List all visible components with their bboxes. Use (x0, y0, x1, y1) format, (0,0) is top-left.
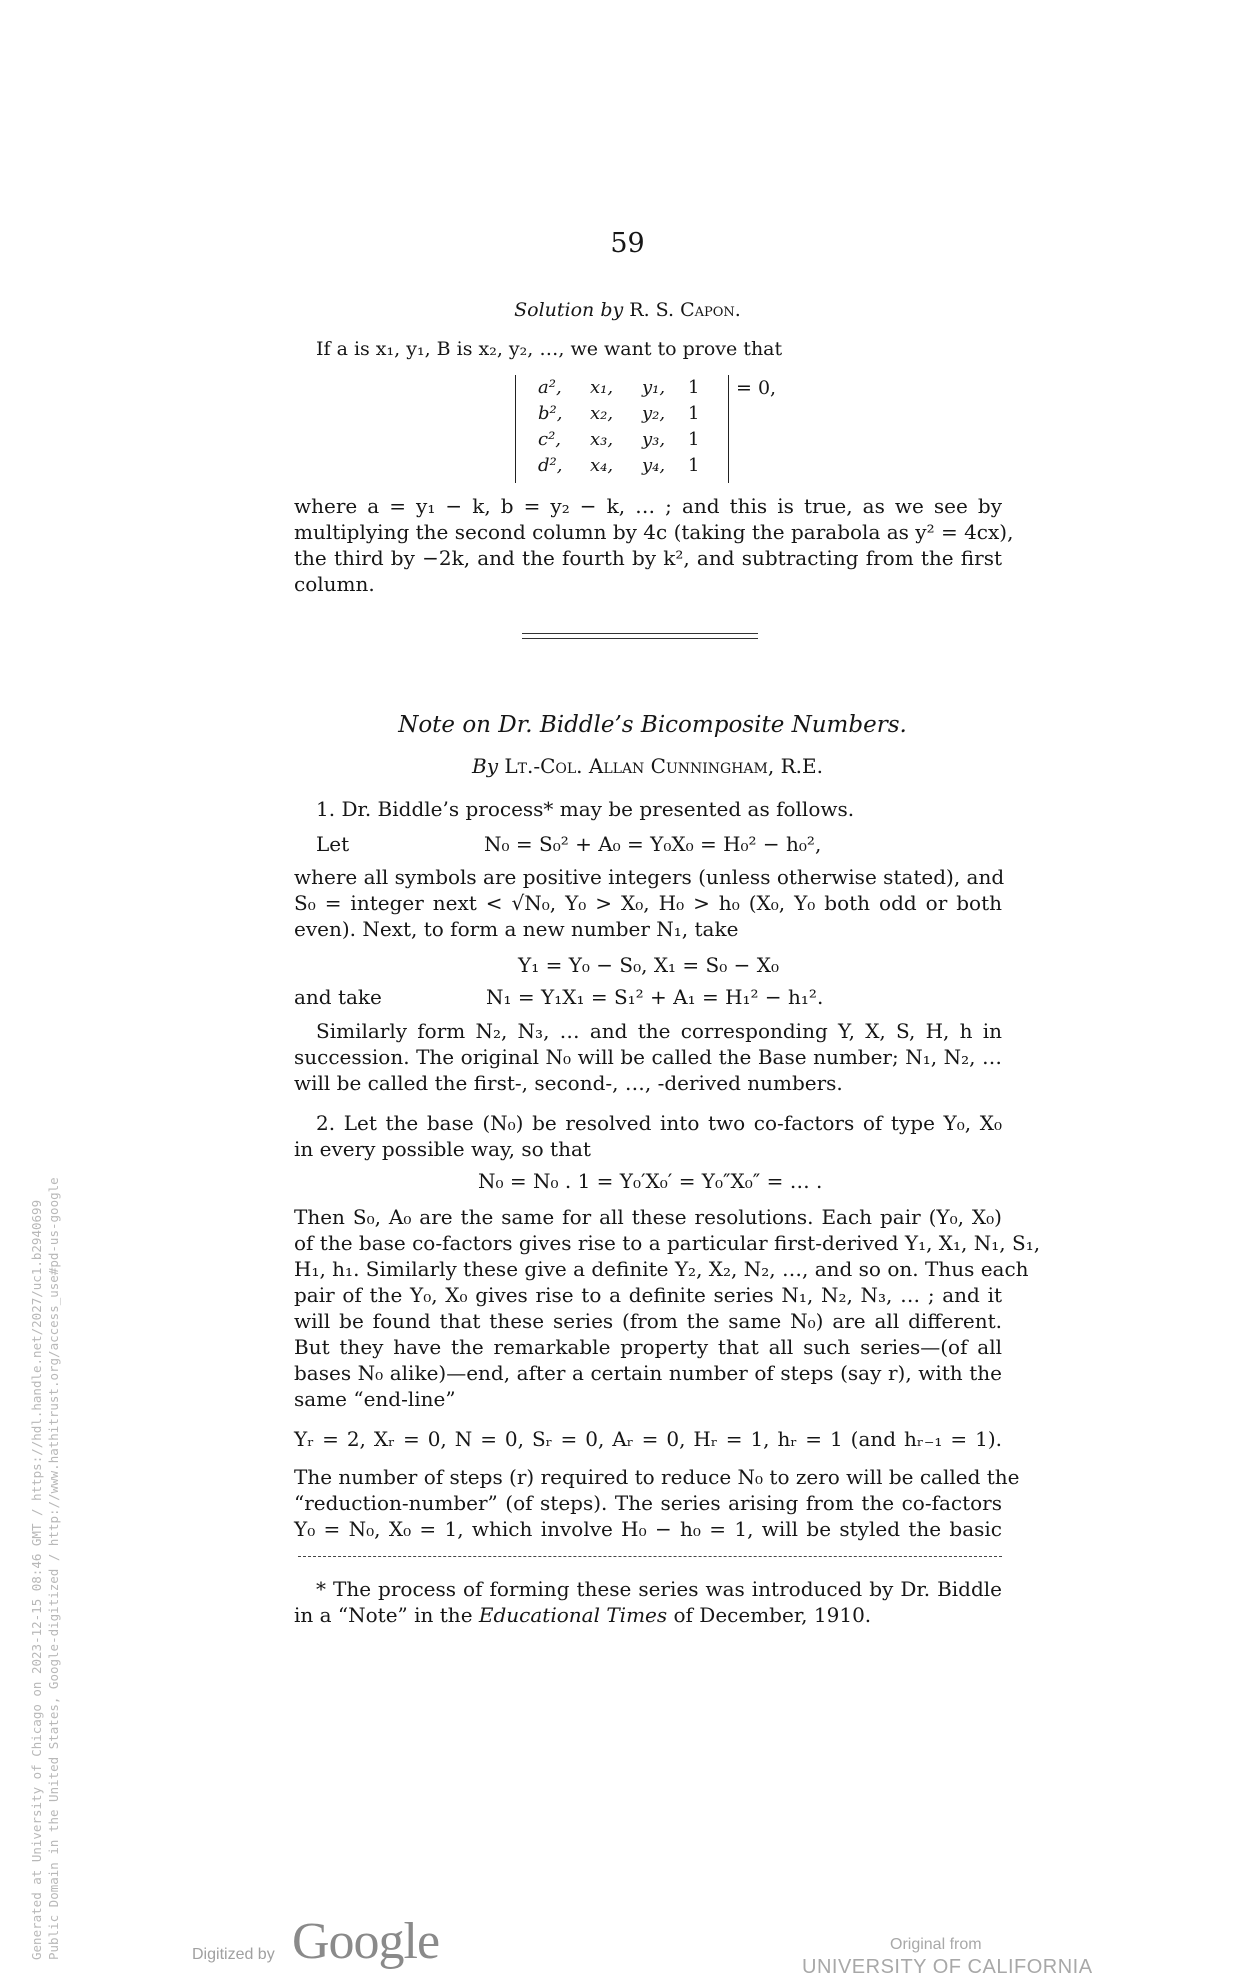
university-label: UNIVERSITY OF CALIFORNIA (802, 1956, 1093, 1978)
equation: N₀ = S₀² + A₀ = Y₀X₀ = H₀² − h₀², (484, 832, 822, 856)
watermark-line: Public Domain in the United States, Google-digitized / http://www.hathitrust.org/access_use#pd-us-google (46, 1177, 61, 1960)
equation: N₁ = Y₁X₁ = S₁² + A₁ = H₁² − h₁². (486, 985, 824, 1009)
solution-para-line: the third by −2k, and the fourth by k², and subtracting from the first (294, 546, 1002, 570)
det-cell: b², (538, 403, 563, 424)
body-line: Y₀ = N₀, X₀ = 1, which involve H₀ − h₀ = 1, will be styled the basic (294, 1517, 1002, 1541)
watermark-line: Generated at University of Chicago on 2023-12-15 08:46 GMT / https://hdl.handle.net/2027/uc1.b2940699 (29, 1199, 44, 1960)
solution-para-line: multiplying the second column by 4c (taking the parabola as y² = 4cx), (294, 520, 1014, 544)
solution-heading (0, 297, 1255, 323)
solution-para-line: where a = y₁ − k, b = y₂ − k, … ; and this is true, as we see by (294, 494, 1002, 518)
determinant (515, 375, 729, 483)
article-by: By (472, 754, 499, 778)
footnote-line: * The process of forming these series was introduced by Dr. Biddle (316, 1577, 1002, 1601)
body-line: of the base co-factors gives rise to a particular first-derived Y₁, X₁, N₁, S₁, (294, 1231, 1041, 1255)
det-cell: 1 (688, 455, 700, 476)
det-cell: x₃, (590, 429, 614, 450)
det-cell: y₄, (642, 455, 666, 476)
body-line: succession. The original N₀ will be called the Base number; N₁, N₂, … (294, 1045, 1002, 1069)
det-cell: 1 (688, 377, 700, 398)
body-line: 2. Let the base (N₀) be resolved into two co-factors of type Y₀, X₀ (316, 1111, 1002, 1135)
footnote-rule (298, 1556, 1002, 1557)
footnote-text: in a “Note” in the (294, 1603, 473, 1627)
page-number: 59 (610, 228, 645, 259)
body-line: H₁, h₁. Similarly these give a definite Y₂, X₂, N₂, …, and so on. Thus each (294, 1257, 1029, 1281)
body-line: even). Next, to form a new number N₁, take (294, 917, 739, 941)
body-line: S₀ = integer next < √N₀, Y₀ > X₀, H₀ > h₀ (X₀, Y₀ both odd or both (294, 891, 1002, 915)
body-line: will be found that these series (from the same N₀) are all different. (294, 1309, 1002, 1333)
body-line: The number of steps (r) required to reduce N₀ to zero will be called the (294, 1465, 1020, 1489)
body-line: will be called the first-, second-, …, -derived numbers. (294, 1071, 843, 1095)
footnote-publication: Educational Times (478, 1603, 668, 1627)
article-author: Lt.-Col. Allan Cunningham, R.E. (504, 754, 823, 778)
determinant-equals: = 0, (736, 377, 777, 399)
solution-para-line: column. (294, 572, 375, 596)
hathitrust-watermark (28, 1177, 62, 1960)
body-line: But they have the remarkable property that all such series—(of all (294, 1335, 1002, 1359)
det-cell: c², (538, 429, 562, 450)
det-cell: x₁, (590, 377, 614, 398)
det-cell: x₄, (590, 455, 614, 476)
footnote-line (294, 1602, 871, 1628)
equation: N₀ = N₀ . 1 = Y₀′X₀′ = Y₀″X₀″ = … . (478, 1169, 823, 1193)
solution-intro: If a is x₁, y₁, B is x₂, y₂, …, we want to prove that (316, 338, 783, 360)
body-line: “reduction-number” (of steps). The series arising from the co-factors (294, 1491, 1002, 1515)
article-title: Note on Dr. Biddle’s Bicomposite Numbers. (398, 712, 907, 738)
section1-intro: 1. Dr. Biddle’s process* may be presented as follows. (316, 797, 855, 821)
digitized-by-label: Digitized by (192, 1946, 275, 1963)
body-line: Similarly form N₂, N₃, … and the corresponding Y, X, S, H, h in (316, 1019, 1002, 1043)
body-line: same “end-line” (294, 1387, 456, 1411)
det-cell: d², (538, 455, 563, 476)
section-divider (522, 638, 758, 639)
solution-by-prefix: Solution by (514, 299, 624, 321)
det-cell: 1 (688, 429, 700, 450)
body-line: in every possible way, so that (294, 1137, 591, 1161)
det-cell: y₁, (642, 377, 666, 398)
body-line: bases N₀ alike)—end, after a certain number of steps (say r), with the (294, 1361, 1002, 1385)
article-byline (0, 753, 1255, 779)
det-cell: x₂, (590, 403, 614, 424)
equation: Y₁ = Y₀ − S₀, X₁ = S₀ − X₀ (518, 953, 779, 977)
section-divider (522, 633, 758, 634)
google-logo: Google (292, 1913, 440, 1970)
end-line-equation: Yᵣ = 2, Xᵣ = 0, N = 0, Sᵣ = 0, Aᵣ = 0, Hᵣ = 1, hᵣ = 1 (and hᵣ₋₁ = 1). (294, 1427, 1002, 1451)
footnote-text: of December, 1910. (673, 1603, 872, 1627)
det-cell: 1 (688, 403, 700, 424)
solution-author: R. S. Capon. (629, 299, 741, 321)
take-label: and take (294, 985, 382, 1009)
det-cell: y₂, (642, 403, 666, 424)
det-cell: a², (538, 377, 562, 398)
body-line: where all symbols are positive integers (unless otherwise stated), and (294, 865, 1005, 889)
body-line: pair of the Y₀, X₀ gives rise to a definite series N₁, N₂, N₃, … ; and it (294, 1283, 1002, 1307)
det-cell: y₃, (642, 429, 666, 450)
body-line: Then S₀, A₀ are the same for all these resolutions. Each pair (Y₀, X₀) (294, 1205, 1002, 1229)
let-label: Let (316, 832, 350, 856)
original-from-label: Original from (890, 1936, 982, 1953)
